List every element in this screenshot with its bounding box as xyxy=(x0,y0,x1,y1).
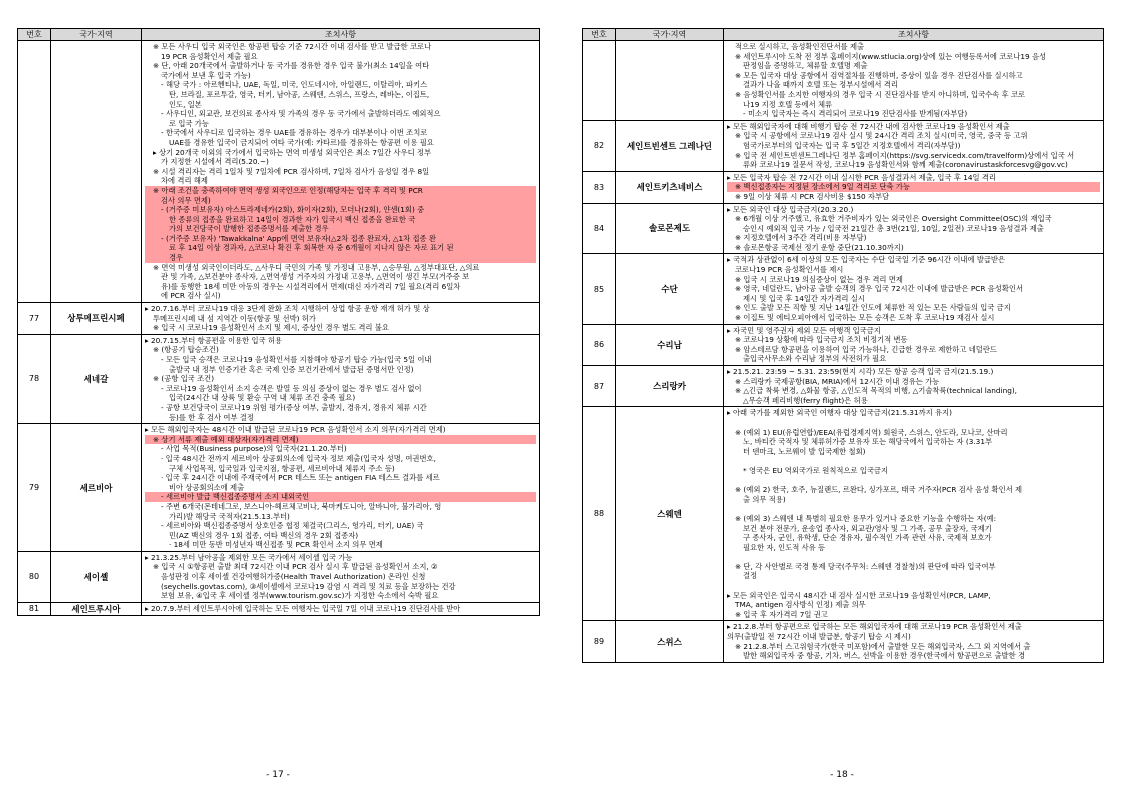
country-name: 스웨덴 xyxy=(616,407,724,621)
text-line: ※ 음성확인서를 소지한 여행자의 경우 입국 시 진단검사를 받지 아니하며, 입국수속 후 코로 xyxy=(735,89,1026,99)
text-line: ▸ 모든 해외입국자는 48시간 이내 발급된 코로나19 PCR 음성확인서 소지 의무(자가격리 면제) xyxy=(145,425,446,435)
text-line xyxy=(727,456,1100,466)
row-number: 78 xyxy=(18,334,51,423)
text-line: 출 의무 적용) xyxy=(743,494,786,504)
country-name xyxy=(616,41,724,121)
country-name: 세인트빈센트 그레나딘 xyxy=(616,120,724,171)
country-name: 세이셸 xyxy=(51,551,142,602)
text-line: 보건 분야 전문가, 운송업 종사자, 외교관/영사 및 그 가족, 공무 출장자, 국제기 xyxy=(743,523,992,533)
text-line: 가리)발 해당국 국적자(21.5.13.부터) xyxy=(169,511,290,521)
text-line: ※ 이집트 및 에티오피아에서 입국하는 모든 승객은 도착 후 코로나19 재검사 실시 xyxy=(735,313,995,323)
row-number xyxy=(18,41,51,303)
table-row xyxy=(583,120,1104,171)
text-line: * 영국은 EU 역외국가로 원칙적으로 입국금지 xyxy=(743,465,889,475)
text-line: ▸ 20.7.16.부터 코로나19 대응 3단계 완화 조치 시행하여 상업 항공 운항 재개 허가 및 상 xyxy=(145,304,430,314)
text-line: 험국가로부터의 입국자는 입국 후 5일간 지정호텔에서 격리(자부담)) xyxy=(743,140,961,150)
row-number: 79 xyxy=(18,424,51,552)
text-line xyxy=(727,476,1100,486)
text-line: · 입국 48시간 전까지 세르비아 상공회의소에 입국자 정보 제출(입국자 성명, 여권번호, xyxy=(161,453,436,463)
highlighted-text-line: - (거주증 미보유자) 아스트라제네카(2회), 화이자(2회), 모더나(2회), 얀센(1회) 중 xyxy=(145,205,536,215)
country-name: 솔로몬제도 xyxy=(616,203,724,254)
text-line: - 세르비아와 백신접종증명서 상호인증 협정 체결국(그리스, 헝가리, 터키, UAE) 국 xyxy=(161,521,424,531)
text-line: ※ 모든 입국자 대상 공항에서 검역절차를 진행하며, 증상이 있을 경우 진단검사를 실시하고 xyxy=(735,70,1023,80)
text-line: ※ (예외 2) 한국, 호주, 뉴질랜드, 르완다, 싱가포르, 태국 거주자(PCR 검사 음성 확인서 제 xyxy=(735,485,1023,495)
page-number-left: - 17 - xyxy=(266,770,290,780)
text-line: 판정임을 증명하고, 체류할 호텔명 제출 xyxy=(743,61,868,71)
row-number: 82 xyxy=(583,120,616,171)
highlighted-text-line: ※ 상기 서류 제출 예외 대상자(자가격리 면제) xyxy=(145,435,536,445)
row-number: 84 xyxy=(583,203,616,254)
table-row xyxy=(18,303,540,335)
text-line: 결과가 나올 때까지 호텔 또는 정부시설에서 격리 xyxy=(743,80,898,90)
table-row xyxy=(18,424,540,552)
country-name: 수리남 xyxy=(616,324,724,365)
table-row xyxy=(18,334,540,423)
country-name: 세인트루시아 xyxy=(51,602,142,615)
text-line: UAE를 경유한 입국이 금지되어 여타 국가(예: 카타르)를 경유하는 항공편 이용 필요 xyxy=(169,137,434,147)
highlighted-text-line: ※ 백신접종자는 지정된 장소에서 9일 격리로 단축 가능 xyxy=(727,182,1100,192)
row-number: 77 xyxy=(18,303,51,335)
measures-cell xyxy=(724,366,1104,407)
text-line: ※ 입국 전 세인트빈센트그레나딘 정부 홈페이지(https://svg.servicedx.com/travelform)상에서 입국 서 xyxy=(735,150,1075,160)
table-row xyxy=(583,41,1104,121)
text-line: 음성판정 이후 세이셸 건강여행허가증(Health Travel Authorization) 온라인 신청 xyxy=(161,572,426,582)
text-line: - 모든 입국 승객은 코로나19 음성확인서를 지참해야 항공기 탑승 가능(입국 5일 이내 xyxy=(161,355,432,364)
text-line: △무승객 페리비행(ferry flight)은 허용 xyxy=(743,395,868,405)
text-line: ▸ 20.7.15.부터 항공편을 이용한 입국 허용 xyxy=(145,335,283,345)
measures-cell xyxy=(724,621,1104,662)
text-line: ※ 세인트루시아 도착 전 정부 홈페이지(www.stlucia.org)상에 있는 여행등록서에 코로나19 음성 xyxy=(735,51,1047,61)
country-name: 스위스 xyxy=(616,621,724,662)
table-row xyxy=(583,407,1104,621)
text-line: - 한국에서 사우디로 입국하는 경우 UAE를 경유하는 경우가 대부분이나 이번 조치로 xyxy=(161,128,428,138)
text-line: 터 덴마크, 노르웨이 발 입국제한 철회) xyxy=(743,446,866,456)
text-line: 제시 및 입국 후 14일간 자가격리 실시 xyxy=(743,293,865,303)
text-line: ▸ 21.3.25.부터 남아공을 제외한 모든 국가에서 세이셸 입국 가능 xyxy=(145,552,353,562)
text-line: ※ 스리랑카 국제공항(BIA, MRIA)에서 12시간 이내 경유는 가능 xyxy=(735,376,940,386)
highlighted-text-line: 가의 보건당국이 발행한 접종증명서를 제출한 경우 xyxy=(145,224,536,234)
table-row xyxy=(583,324,1104,365)
highlighted-text-line: 경우 xyxy=(145,253,536,263)
text-line: ※ (항공기 탑승조건) xyxy=(153,345,219,355)
text-line: 발한 해외입국자 중 항공, 기차, 버스, 선박을 이용한 경우(한국에서 항공편으로 출발한 경 xyxy=(743,651,1026,661)
left-page xyxy=(17,28,540,616)
text-line: 구체 사업목적, 입국일과 입국지점, 항공편, 세르비아내 체류지 주소 등) xyxy=(169,463,395,473)
text-line: ※ 21.2.8.부터 스고위험국가(한국 미포함)에서 출발한 모든 해외입국자, 스그 외 지역에서 출 xyxy=(735,641,1031,651)
country-name: 세네갈 xyxy=(51,334,142,423)
measures-cell xyxy=(142,424,540,552)
text-line: TMA, antigen 검사방식 인정) 제출 의무 xyxy=(735,600,866,610)
text-line: 유)를 동행한 18세 미만 아동의 경우는 시설격리에서 면제(대신 자가격리 7일 필요(격리 6일차 xyxy=(161,281,461,291)
country-name: 세르비아 xyxy=(51,424,142,552)
text-line: ▸ 21.2.8.부터 항공편으로 입국하는 모든 해외입국자에 대해 코로나19 PCR 음성확인서 제출 xyxy=(727,622,1022,632)
text-line: 에 PCR 검사 실시) xyxy=(161,291,221,301)
text-line xyxy=(727,581,1100,591)
text-line: 코로나19 PCR 음성확인서를 제시 xyxy=(735,265,844,275)
text-line: 민(AZ 백신의 경우 1회 접종, 여타 백신의 경우 2회 접종자) xyxy=(169,530,359,540)
table-header-row xyxy=(18,29,540,41)
measures-cell xyxy=(142,551,540,602)
text-line: ※ 모든 사우디 입국 외국인은 항공편 탑승 기준 72시간 이내 검사를 받고 발급한 코로나 xyxy=(153,42,432,51)
text-line: ※ 영국, 네덜란드, 남아공 출발 승객의 경우 입국 72시간 이내에 발급받은 PCR 음성확인서 xyxy=(735,284,1023,294)
country-name: 스리랑카 xyxy=(616,366,724,407)
text-line: ※ 단, 각 사안별로 국경 통제 당국(주무처: 스웨덴 경찰청)의 판단에 따라 입국여부 xyxy=(735,561,996,571)
header-country: 국가·지역 xyxy=(616,29,724,41)
measures-cell xyxy=(724,203,1104,254)
highlighted-text-line: 료 후 14일 이상 경과자, △코로나 확진 후 회복한 자 중 6개월이 지나지 않은 자로 표기 된 xyxy=(145,243,536,253)
right-page xyxy=(582,28,1104,663)
text-line: 등)를 한 후 검사 여부 결정 xyxy=(169,412,254,422)
row-number: 85 xyxy=(583,254,616,324)
page-number-right: - 18 - xyxy=(830,770,854,780)
text-line: - 미소지 입국자는 즉시 격리되어 코로나19 진단검사를 받게됨(자부담) xyxy=(743,109,968,119)
text-line xyxy=(727,504,1100,514)
row-number: 80 xyxy=(18,551,51,602)
country-name: 세인트키츠네비스 xyxy=(616,171,724,203)
text-line: 가 지정한 시설에서 격리(5.20.~) xyxy=(161,157,269,167)
table-row xyxy=(18,41,540,303)
text-line: ▸ 20.7.9.부터 세인트루시아에 입국하는 모든 여행자는 입국일 7일 이내 코로나19 진단검사를 받아 xyxy=(145,603,461,613)
text-line: 적으로 실시하고, 음성확인진단서를 제출 xyxy=(735,42,865,51)
highlighted-text-line: 한 종류의 접종을 완료하고 14일이 경과한 자가 입국시 백신 접종을 완료한 국 xyxy=(145,215,536,225)
text-line: ▸ 모든 외국인은 입국시 48시간 내 검사 실시한 코로나19 음성확인서(PCR, LAMP, xyxy=(727,590,991,600)
text-line: 관 및 가족, △보건분야 종사자, △면역생성 거주자의 가정내 고용부, △면역이 생긴 부모(거주증 보 xyxy=(161,272,470,282)
header-country: 국가·지역 xyxy=(51,29,142,41)
header-number: 번호 xyxy=(583,29,616,41)
text-line: ※ (예외 3) 스웨덴 내 특별히 필요한 용무가 있거나 중요한 기능을 수행하는 자(예: xyxy=(735,513,997,523)
highlighted-text-line: - (거주증 보유자) 'Tawakkalna' App에 면역 보유자(△2차 접종 완료자, △1차 접종 완 xyxy=(145,234,536,244)
measures-cell xyxy=(142,303,540,335)
measures-cell xyxy=(724,120,1104,171)
highlighted-text-line: ※ 아래 조건을 충족하여야 면역 생성 외국인으로 인정(해당자는 입국 후 격리 및 PCR xyxy=(145,186,536,196)
row-number xyxy=(583,41,616,121)
text-line: 노, 바티칸 국적자 및 체류허가증 보유자 또는 해당국에서 입국하는 자 (3.31부 xyxy=(743,437,993,447)
text-line: ※ (공항 입국 조건) xyxy=(153,374,215,384)
text-line: 필요한 자, 인도적 사유 등 xyxy=(743,542,826,552)
text-line: · 입국 후 24시간 이내에 주재국에서 PCR 테스트 또는 antigen FIA 테스트 결과를 세르 xyxy=(161,473,440,483)
text-line: ※ 코로나19 상황에 따라 입국금지 조치 비정기적 변동 xyxy=(735,335,908,345)
text-line: 국가에서 보낸 후 입국 가능) xyxy=(161,70,251,80)
highlighted-text-line: 검사 의무 면제) xyxy=(145,196,536,206)
text-line: ※ 시설 격리자는 격리 1일차 및 7일차에 PCR 검사하며, 7일차 검사가 음성일 경우 8일 xyxy=(153,166,430,176)
highlighted-text-line: - 세르비아 발급 백신접종증명서 소지 내외국인 xyxy=(145,492,536,502)
header-number: 번호 xyxy=(18,29,51,41)
text-line: ▸ 아래 국가를 제외한 외국인 여행자 대상 입국금지(21.5.31까지 유지) xyxy=(727,408,952,418)
text-line: 구 종사자, 군인, 유학생, 단순 경유자, 필수적인 가족 관련 사유, 국제적 보호가 xyxy=(743,533,992,543)
text-line: 로 입국 가능 xyxy=(169,118,209,128)
measures-table-right xyxy=(582,28,1104,663)
measures-cell xyxy=(724,171,1104,203)
text-line: 탄, 브라질, 포르투갈, 영국, 터키, 남아공, 스웨덴, 스위스, 프랑스, 레바논, 이집트, xyxy=(169,89,430,99)
row-number: 81 xyxy=(18,602,51,615)
text-line: - 코로나19 음성확인서 소지 승객은 발열 등 의심 증상이 없는 경우 별도 검사 없이 xyxy=(161,383,422,393)
table-row xyxy=(583,203,1104,254)
text-line xyxy=(727,552,1100,562)
row-number: 88 xyxy=(583,407,616,621)
text-line: ※ 입국 시 공항에서 코로나19 검사 실시 및 24시간 격리 조치 실시(미국, 영국, 중국 등 고위 xyxy=(735,131,1028,141)
text-line: ▸ 모든 해외입국자에 대해 비행기 탑승 전 72시간 내에 검사한 코로나19 음성확인서 제출 xyxy=(727,121,1010,131)
row-number: 86 xyxy=(583,324,616,365)
measures-cell xyxy=(142,334,540,423)
text-line: · 18세 미만 동반 미성년자 백신접종 및 PCR 확인서 소지 의무 면제 xyxy=(169,540,383,550)
text-line: 차에 격리 해제 xyxy=(161,176,208,186)
text-line: ※ 입국 시 코로나19 음성확인서 소지 및 제시, 증상인 경우 별도 격리 불요 xyxy=(153,323,389,333)
measures-cell xyxy=(724,254,1104,324)
measures-cell xyxy=(142,602,540,615)
text-line: 19 PCR 음성확인서 제출 필요 xyxy=(161,51,258,61)
measures-cell xyxy=(724,407,1104,621)
country-name xyxy=(51,41,142,303)
measures-cell xyxy=(724,324,1104,365)
text-line: ※ 인도 출발 모든 직항 및 지난 14일간 인도에 체류한 적 있는 모든 사람들의 입국 금지 xyxy=(735,303,1011,313)
text-line: ※ 면역 미생성 외국인이더라도, △사우디 국민의 가족 및 가정내 고용부, △승무원, △정부대표단, △의료 xyxy=(153,262,480,272)
text-line: ▸ 모든 외국인 대상 입국금지(20.3.20.) xyxy=(727,204,854,214)
text-line: ※ 6개월 이상 거주했고, 유효한 거주비자가 있는 외국인은 Oversight Committee(OSC)의 재입국 xyxy=(735,214,1052,224)
text-line: ※ 솔로몬항공 국제선 정기 운항 중단(21.10.30까지) xyxy=(735,242,904,252)
text-line: - 주변 6개국(몬테네그로, 보스니아-헤르체고비나, 북마케도니아, 알바니아, 불가리아, 헝 xyxy=(161,501,442,511)
text-line: 인도, 일본 xyxy=(169,99,202,109)
text-line: 출발국 내 정부 인증기관 혹은 국제 인증 보건기관에서 발급된 증명서만 인정) xyxy=(169,364,414,374)
text-line xyxy=(727,418,1100,428)
text-line: - 해당 국가 : 아르헨티나, UAE, 독일, 미국, 인도네시아, 아일랜드, 이탈리아, 파키스 xyxy=(161,80,428,90)
text-line: ※ 지정호텔에서 3주간 격리(비용 자부담) xyxy=(735,233,867,243)
text-line: ▸ 21.5.21. 23:59 ~ 5.31. 23:59(현지 시각) 모든 항공 승객 입국 금지(21.5.19.) xyxy=(727,367,994,376)
text-line: ※ 입국 시 코로나19 의심증상이 없는 경우 격리 면제 xyxy=(735,274,903,284)
text-line: 투메프린시페 내 섬 지역간 이동(항공 및 선박) 허가 xyxy=(153,313,316,323)
table-row xyxy=(583,621,1104,662)
text-line: 승인시 예외적 입국 가능 / 입국전 21일간 총 3번(21일, 10일, 2일전) 코로나19 음성결과 제출 xyxy=(743,223,1044,233)
table-row xyxy=(583,171,1104,203)
row-number: 89 xyxy=(583,621,616,662)
text-line: 보험 보유, ④입국 후 세이셸 정부(www.tourism.gov.sc)가 지정한 숙소에서 숙박 필요 xyxy=(161,591,439,601)
text-line: ※ △긴급 착륙 변경, △화물 항공, △인도적 목적의 비행, △기술착륙(technical landing), xyxy=(735,386,1017,396)
text-line: 비아 상공회의소에 제출 xyxy=(169,482,245,492)
country-name: 상투메프린시페 xyxy=(51,303,142,335)
table-row xyxy=(18,551,540,602)
text-line: ※ 단, 아래 20개국에서 출발하거나 동 국가를 경유한 경우 입국 불가(최소 14일을 여타 xyxy=(153,61,430,71)
text-line: ※ 암스테르담 항공편을 이용하여 입국 가능하나, 긴급한 경우로 제한하고 네덜란드 xyxy=(735,344,997,354)
text-line: - 공항 보건당국이 코로나19 위험 평가(증상 여부, 출발지, 경유지, 경유지 체류 시간 xyxy=(161,402,427,412)
row-number: 87 xyxy=(583,366,616,407)
text-line: ▸ 자국민 및 영주권자 제외 모든 여행객 입국금지 xyxy=(727,325,881,335)
text-line: 나19 지정 호텔 등에서 체류 xyxy=(743,99,833,109)
text-line: ※ 9일 이상 체류 시 PCR 검사비용 $150 자부담 xyxy=(735,191,890,201)
text-line: ※ 입국 후 자가격리 7일 권고 xyxy=(735,609,828,619)
measures-cell xyxy=(724,41,1104,121)
measures-cell xyxy=(142,41,540,303)
text-line: 출입국사무소와 수리남 정부의 사전허가 필요 xyxy=(743,354,887,364)
text-line: 입국(24시간 내 상륙 및 환승 구역 내 체류 조건 충족 필요) xyxy=(169,393,356,403)
header-measures: 조치사항 xyxy=(142,29,540,41)
row-number: 83 xyxy=(583,171,616,203)
table-row xyxy=(583,254,1104,324)
text-line: - 사우디인, 외교관, 보건의료 종사자 및 가족의 경우 동 국가에서 출발하더라도 예외적으 xyxy=(161,109,441,119)
text-line: ※ (예외 1) EU(유럽연합)/EEA(유럽경제지역) 회원국, 스위스, 안도라, 모나코, 산마리 xyxy=(735,427,1008,437)
text-line: ▸ 국적과 상관없이 6세 이상의 모든 입국자는 수단 입국일 기준 96시간 이내에 발급받은 xyxy=(727,255,1006,265)
text-line: ※ 입국 시 ①항공편 출발 최대 72시간 이내 PCR 검사 실시 후 발급된 음성확인서 소지, ② xyxy=(153,562,438,572)
text-line: (seychells.govtas.com), ③세이셸에서 코로나19 감염 시 격리 및 치료 등을 보장하는 건강 xyxy=(161,581,456,591)
table-row xyxy=(18,602,540,615)
measures-table-left xyxy=(17,28,540,616)
text-line: 의무(출발일 전 72시간 이내 발급분, 항공기 탑승 시 제시) xyxy=(727,632,911,642)
table-header-row xyxy=(583,29,1104,41)
text-line: ▸ 모든 입국자 탑승 전 72시간 이내 실시한 PCR 음성결과서 제출, 입국 후 14일 격리 xyxy=(727,172,996,182)
text-line: 결정 xyxy=(743,571,758,581)
header-measures: 조치사항 xyxy=(724,29,1104,41)
country-name: 수단 xyxy=(616,254,724,324)
table-row xyxy=(583,366,1104,407)
text-line: 류와 코로나19 질문서 작성, 코로나19 음성확인서와 함께 제출(coronavirustaskforcesvg@gov.vc) xyxy=(743,160,1068,170)
text-line: - 사업 목적(Business purpose)의 입국자(21.1.20.부터) xyxy=(161,444,347,454)
text-line: ▸ 상기 20개국 이외의 국가에서 입국하는 면역 미생성 외국인은 최소 7일간 사우디 정부 xyxy=(153,147,432,157)
